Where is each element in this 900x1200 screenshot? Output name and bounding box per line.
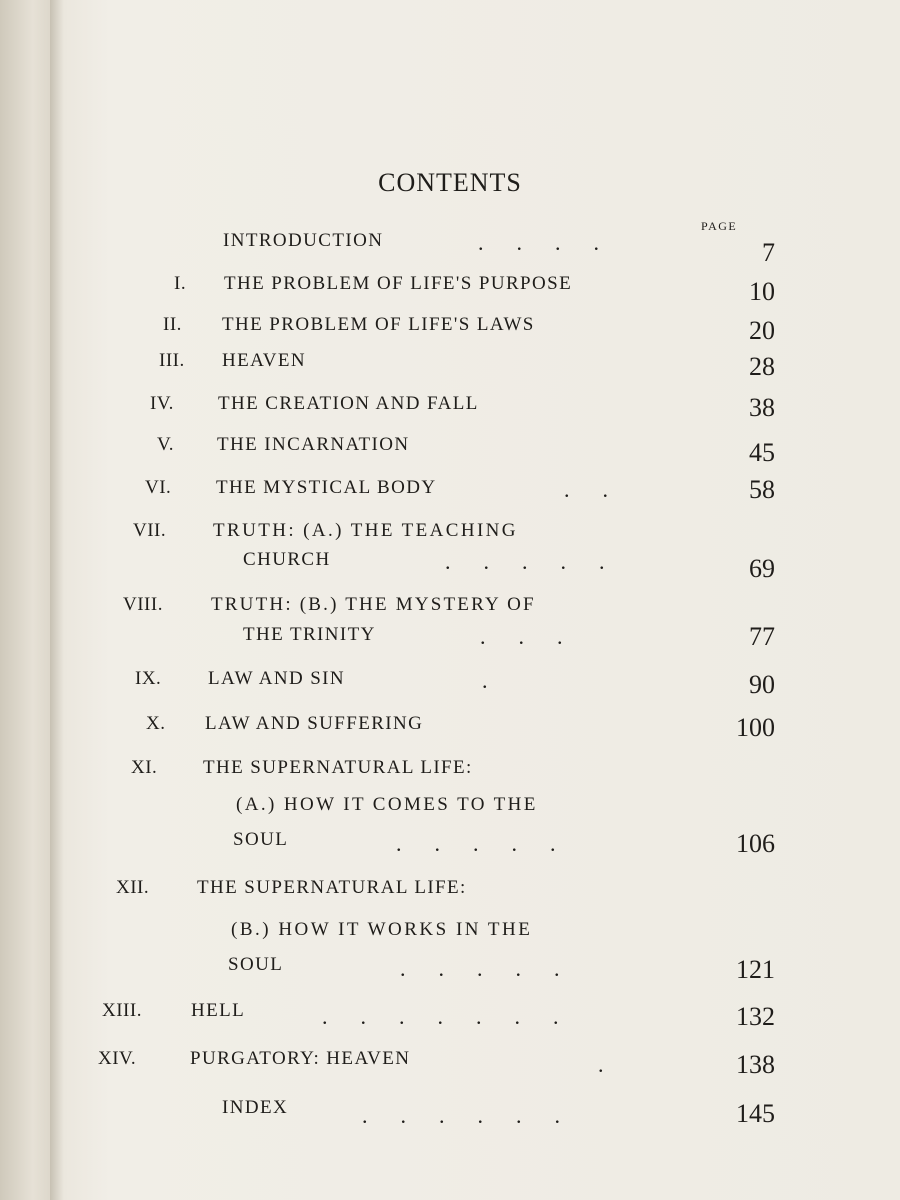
toc-entry-title: TRUTH: (A.) THE TEACHING [213,520,518,541]
leader-dots: . . . . . . . [322,1004,559,1029]
toc-entry-numeral: XIV. [98,1048,137,1069]
toc-entry-title: INDEX [222,1097,289,1118]
toc-entry-page: 58 [749,475,775,504]
toc-entry-5 [0,434,900,467]
toc-entry-title: THE CREATION AND FALL [218,393,479,414]
toc-entry-title-continued: SOUL [233,829,289,850]
toc-entry-numeral: V. [157,434,175,455]
toc-entry-page: 145 [736,1099,775,1128]
toc-entry-4 [0,393,900,422]
page-column-label: PAGE [701,219,738,233]
toc-entry-14 [0,1048,900,1079]
toc-entry-title: THE PROBLEM OF LIFE'S LAWS [222,314,535,335]
toc-entry-7 [0,520,900,583]
toc-entry-numeral: XII. [116,877,150,898]
toc-entry-6 [0,475,900,504]
toc-entry-page: 28 [749,352,775,381]
leader-dots: . [598,1052,604,1077]
leader-dots: . . . [480,624,563,649]
toc-entry-numeral: XIII. [102,1000,142,1021]
toc-entry-page: 7 [762,238,775,267]
toc-entry-title-continued: (A.) HOW IT COMES TO THE [236,794,538,815]
toc-entry-title: THE INCARNATION [217,434,410,455]
toc-entry-index [0,1097,900,1128]
toc-entry-10 [0,713,900,742]
toc-entry-numeral: XI. [131,757,158,778]
toc-entry-page: 138 [736,1050,775,1079]
toc-entry-title: THE MYSTICAL BODY [216,477,437,498]
toc-entry-page: 121 [736,955,775,984]
toc-entry-numeral: IV. [150,393,174,414]
contents-heading: CONTENTS [378,168,522,197]
toc-entry-page: 106 [736,829,775,858]
toc-entry-title-continued: (B.) HOW IT WORKS IN THE [231,919,533,940]
toc-entry-1 [0,273,900,306]
toc-entry-13 [0,1000,900,1031]
toc-entry-3 [0,350,900,381]
toc-entry-numeral: VI. [145,477,172,498]
toc-entry-page: 90 [749,670,775,699]
toc-entry-title: LAW AND SIN [208,668,346,689]
toc-entry-title: TRUTH: (B.) THE MYSTERY OF [211,594,536,615]
toc-entry-9 [0,668,900,699]
toc-entry-numeral: X. [146,713,166,734]
toc-entry-page: 38 [749,393,775,422]
leader-dots: . . . . . [400,956,560,981]
toc-entry-title: THE PROBLEM OF LIFE'S PURPOSE [224,273,573,294]
leader-dots: . . . . . [396,831,556,856]
toc-entry-page: 45 [749,438,775,467]
toc-entry-title: HELL [191,1000,246,1021]
toc-entry-title: HEAVEN [222,350,307,371]
toc-entry-2 [0,314,900,345]
toc-entry-title-continued: THE TRINITY [243,624,376,645]
toc-entry-numeral: I. [174,273,187,294]
toc-entry-11 [0,757,900,858]
leader-dots: . . . . . . [362,1103,560,1128]
toc-entry-8 [0,594,900,651]
toc-entry-page: 10 [749,277,775,306]
leader-dots: . . . . . [445,549,605,574]
toc-entry-title: INTRODUCTION [223,230,384,251]
leader-dots: . . [564,477,608,502]
toc-entry-title: THE SUPERNATURAL LIFE: [203,757,473,778]
toc-entry-title: PURGATORY: HEAVEN [190,1048,411,1069]
toc-entry-numeral: III. [159,350,185,371]
leader-dots: . . . . [478,230,599,255]
toc-entry-page: 100 [736,713,775,742]
toc-entry-page: 77 [749,622,775,651]
toc-entry-numeral: VIII. [123,594,163,615]
toc-entry-introduction [0,230,900,267]
toc-entry-12 [0,877,900,984]
toc-entry-page: 69 [749,554,775,583]
toc-entry-title-continued: CHURCH [243,549,331,570]
toc-entry-page: 132 [736,1002,775,1031]
toc-entry-numeral: II. [163,314,182,335]
toc-entry-page: 20 [749,316,775,345]
leader-dots: . [482,668,488,693]
toc-entry-title: LAW AND SUFFERING [205,713,424,734]
toc-entry-title: THE SUPERNATURAL LIFE: [197,877,467,898]
toc-entry-numeral: IX. [135,668,162,689]
toc-entry-numeral: VII. [133,520,167,541]
toc-entry-title-continued: SOUL [228,954,284,975]
